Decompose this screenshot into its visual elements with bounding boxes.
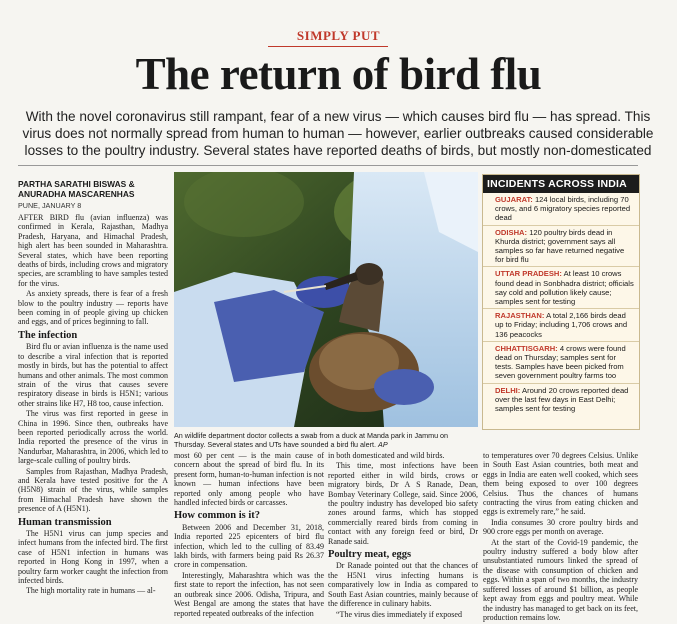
- paragraph: to temperatures over 70 degrees Celsius. Unlike in South East Asian countries, both meat and eggs in India are eaten well cooked, which sees them being exposed to over 100 degrees Celsius. Thus the chances of humans contracting the virus from eating chicken and eggs is extremely rare,” he said.: [483, 451, 638, 517]
- subheading: The infection: [18, 329, 78, 341]
- incident-state: UTTAR PRADESH:: [495, 269, 562, 279]
- paragraph: Dr Ranade pointed out that the chances of the H5N1 virus infecting humans is comparatively low in India as compared to South East Asian countries, mainly because of the difference in culinary habits.: [328, 561, 478, 609]
- section-kicker: SIMPLY PUT: [296, 28, 381, 43]
- subheading: Poultry meat, eggs: [328, 549, 412, 561]
- incident-item: [483, 267, 639, 309]
- deck: With the novel coronavirus still rampant, fear of a new virus — which causes bird flu — has spread. This virus does not normally spread from human to human — however, earlier outbreaks caused considerable losses to the poultry industry. Several states have reported deaths of birds, but mostly non-domesticated: [22, 109, 654, 158]
- byline-author-1: PARTHA SARATHI BISWAS &: [18, 179, 135, 189]
- paragraph: At the start of the Covid-19 pandemic, the poultry industry suffered a body blow after unsubstantiated rumours linked the spread of the disease with consumption of chicken and eggs. Within a span of two months, the industry suffered losses of around $1 billion, as people kept away from eggs and poultry meat. While the industry has managed to get back on its feet, production remains low.: [483, 537, 638, 622]
- caption-text: An wildlife department doctor collects a swab from a duck at Manda park in Jammu on Thursday. Several states and UTs have sounded a bird flu alert.: [174, 431, 449, 449]
- incident-state: GUJARAT:: [495, 195, 533, 204]
- paragraph: The high mortality rate in humans — al-: [26, 586, 156, 596]
- incident-text: 4 crows were found dead on Thursday; samples sent for tests. Samples have been picked from seven government poultry farms too: [495, 343, 626, 381]
- incident-text: At least 10 crows found dead in Sonbhadra district; officials say cold and pollution likely cause; samples sent for testing: [495, 269, 634, 307]
- dateline: PUNE, JANUARY 8: [18, 201, 82, 210]
- headline: The return of bird flu: [135, 49, 542, 99]
- paragraph: Bird flu or avian influenza is the name used to describe a viral infection that is reported mostly in birds, but has the potential to affect humans and other animals. The most common strain of the virus that causes severe respiratory disease in birds is H5N1; various other strains like H7, H8 too, cause infection.: [18, 342, 168, 408]
- paragraph: AFTER BIRD flu (avian influenza) was confirmed in Kerala, Rajasthan, Madhya Pradesh, Haryana, and Himachal Pradesh, high alert has been sounded in Maharashtra. Several states, which have been reporting deaths of birds, including crows and migratory species, are scrambling to have samples tested for the virus.: [18, 213, 168, 288]
- article-column-4: [483, 451, 638, 623]
- incident-state: ODISHA:: [495, 227, 528, 237]
- article-column-1: [18, 213, 168, 597]
- paragraph: As anxiety spreads, there is fear of a fresh blow to the poultry industry — reports have been coming in of people giving up chicken and eggs, and of prices beginning to fall.: [18, 289, 168, 327]
- incident-text: 120 poultry birds dead in Khurda district; government says all samples so far have returned negative for bird flu: [495, 227, 625, 265]
- incident-item: [483, 193, 639, 226]
- incidents-box: [482, 174, 640, 430]
- photo-credit: AP: [378, 440, 388, 449]
- incident-text: A total 2,166 birds dead up to Friday; including 1,706 crows and 136 peacocks: [495, 311, 628, 339]
- kicker-underline: [268, 46, 388, 47]
- incident-state: RAJASTHAN:: [495, 311, 545, 321]
- incident-item: [483, 309, 639, 342]
- incidents-title: INCIDENTS ACROSS INDIA: [483, 175, 639, 193]
- paragraph: “The virus dies immediately if exposed: [336, 609, 462, 619]
- subheading: How common is it?: [174, 510, 261, 522]
- incident-item: [483, 384, 639, 416]
- article-column-2: [174, 451, 324, 619]
- subheading: Human transmission: [18, 516, 112, 528]
- article-column-3: [328, 451, 478, 620]
- incident-item: [483, 342, 639, 384]
- byline-author-2: ANURADHA MASCARENHAS: [18, 189, 135, 199]
- divider: [18, 165, 638, 166]
- paragraph: in both domesticated and wild birds.: [328, 451, 445, 460]
- news-photo: [174, 172, 478, 427]
- paragraph: Between 2006 and December 31, 2018, India reported 225 epicenters of bird flu infection, which led to the culling of 83.49 lakh birds, with farmers being paid Rs 26.37 crore in compensation.: [174, 522, 324, 570]
- incident-text: 124 local birds, including 70 crows, and 6 migratory species reported dead: [495, 195, 631, 223]
- paragraph: The H5N1 virus can jump species and infect humans from the infected bird. The first case of H5N1 infection in humans was reported in Hong Kong in 1997, when a poultry farm worker caught the infection from infected birds.: [18, 529, 168, 586]
- incident-state: DELHI:: [495, 385, 521, 395]
- paragraph: Samples from Rajasthan, Madhya Pradesh, and Kerala have tested positive for the A (H5N8) strain of the virus, while samples from Himachal Pradesh have shown the presence of A (H5N1).: [18, 466, 168, 514]
- paragraph: India consumes 30 crore poultry birds and 900 crore eggs per month on average.: [483, 517, 638, 537]
- incident-item: [483, 226, 639, 268]
- paragraph: Interestingly, Maharashtra which was the first state to report the infection, has not seen an outbreak since 2006. Odisha, Tripura, and West Bengal are among the states that have reported repeated outbreaks of the infection: [174, 570, 324, 618]
- paragraph: most 60 per cent — is the main cause of concern about the spread of bird flu. In its present form, human-to-human infection is not known — human infections have been reported only among people who have handled infected birds or carcasses.: [174, 451, 324, 508]
- photo-caption: [174, 431, 478, 449]
- incident-text: Around 20 crows reported dead over the last few days in East Delhi; samples sent for testing: [495, 385, 629, 414]
- duck-swab-photo: [174, 172, 478, 427]
- incident-state: CHHATTISGARH:: [495, 343, 558, 353]
- byline: [18, 179, 135, 199]
- paragraph: The virus was first reported in geese in China in 1996. Since then, outbreaks have been reported periodically across the world. India reported the presence of the virus in Nandurbar, Maharashtra, in 2006, which led to large-scale culling of poultry birds.: [18, 409, 168, 466]
- paragraph: This time, most infections have been reported either in wild birds, crows or migratory birds, Dr A S Ranade, Dean, Bombay Veterinary College, said. Since 2006, the poultry industry has developed bio safety zones around farms, which has stopped commercially reared birds from coming in contact with any foreign feed or bird, Dr Ranade said.: [328, 461, 478, 546]
